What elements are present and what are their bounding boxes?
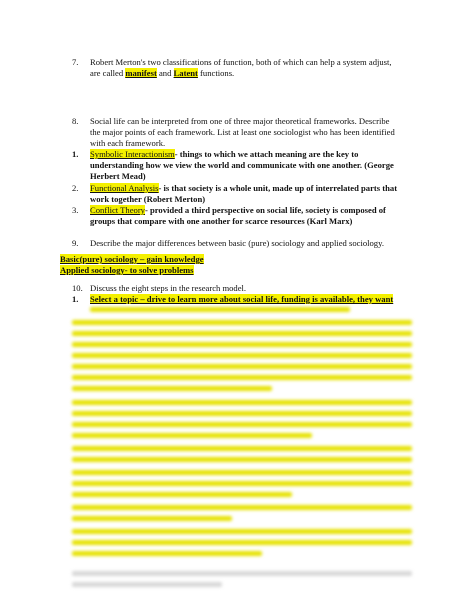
blurred-line xyxy=(72,457,412,462)
q8-text xyxy=(90,116,420,149)
blurred-line xyxy=(72,364,412,369)
framework-1-text2: understanding how we view the world and communicate with one another. (George xyxy=(90,160,394,170)
framework-3-term: Conflict Theory xyxy=(90,205,145,215)
q7-number: 7. xyxy=(72,57,79,67)
framework-3 xyxy=(90,205,425,227)
q7-line2-post: functions. xyxy=(197,68,235,78)
framework-2-number: 2. xyxy=(72,183,79,193)
blurred-line xyxy=(72,481,412,486)
blurred-line xyxy=(72,492,292,497)
q8-line3: with each framework. xyxy=(90,138,166,148)
manifest-term: manifest xyxy=(125,68,157,78)
framework-2-term: Functional Analysis xyxy=(90,183,159,193)
step-1-text: Select a topic – drive to learn more about social life, funding is available, they want xyxy=(90,294,394,304)
blurred-line xyxy=(72,353,412,358)
framework-3-text2: groups that compare with one another for scarce resources (Karl Marx) xyxy=(90,216,353,226)
q7-line2-pre: are called xyxy=(90,68,126,78)
framework-2-text1: - is that society is a whole unit, made up of interrelated parts that xyxy=(158,183,398,193)
q9-number: 9. xyxy=(72,238,79,248)
blurred-line xyxy=(72,446,412,451)
q7-line1: Robert Merton's two classifications of function, both of which can help a system adjust, xyxy=(90,57,392,67)
blurred-line xyxy=(72,331,412,336)
q9-answer-applied: Applied sociology- to solve problems xyxy=(60,265,194,275)
q8-line1: Social life can be interpreted from one of three major theoretical frameworks. Describe xyxy=(90,116,390,126)
q9-answer-basic: Basic(pure) sociology – gain knowledge xyxy=(60,254,204,264)
blurred-line xyxy=(72,342,412,347)
blurred-line xyxy=(72,400,412,405)
framework-1-term: Symbolic Interactionism xyxy=(90,149,175,159)
framework-1 xyxy=(90,149,425,182)
blurred-line xyxy=(72,386,272,391)
q8-line2: the major points of each framework. List at least one sociologist who has been identified xyxy=(90,127,395,137)
q9-text: Describe the major differences between basic (pure) sociology and applied sociology. xyxy=(90,238,384,248)
blurred-line xyxy=(72,411,412,416)
blurred-line xyxy=(72,470,412,475)
q7-text xyxy=(90,57,420,79)
q7-line2 xyxy=(90,68,420,79)
q8-number: 8. xyxy=(72,116,79,126)
blurred-line xyxy=(72,582,222,587)
framework-2 xyxy=(90,183,425,205)
blurred-line xyxy=(90,307,350,312)
blurred-line xyxy=(72,433,312,438)
blurred-line xyxy=(72,571,412,576)
blurred-line xyxy=(72,505,412,510)
framework-3-number: 3. xyxy=(72,205,79,215)
framework-1-text3: Herbert Mead) xyxy=(90,171,146,181)
blurred-line xyxy=(72,422,412,427)
q7-and: and xyxy=(156,68,174,78)
framework-3-text1: - provided a third perspective on social life, society is composed of xyxy=(144,205,386,215)
framework-1-number: 1. xyxy=(72,149,79,159)
framework-1-text1: - things to which we attach meaning are the key to xyxy=(174,149,359,159)
blurred-line xyxy=(72,529,412,534)
blurred-line xyxy=(72,516,232,521)
q10-number: 10. xyxy=(72,283,83,293)
latent-term: Latent xyxy=(173,68,198,78)
framework-2-text2: work together (Robert Merton) xyxy=(90,194,206,204)
blurred-line xyxy=(72,375,412,380)
q10-text: Discuss the eight steps in the research model. xyxy=(90,283,247,293)
step-1-number: 1. xyxy=(72,294,79,304)
blurred-line xyxy=(72,551,262,556)
blurred-line xyxy=(72,320,412,325)
blurred-line xyxy=(72,540,412,545)
